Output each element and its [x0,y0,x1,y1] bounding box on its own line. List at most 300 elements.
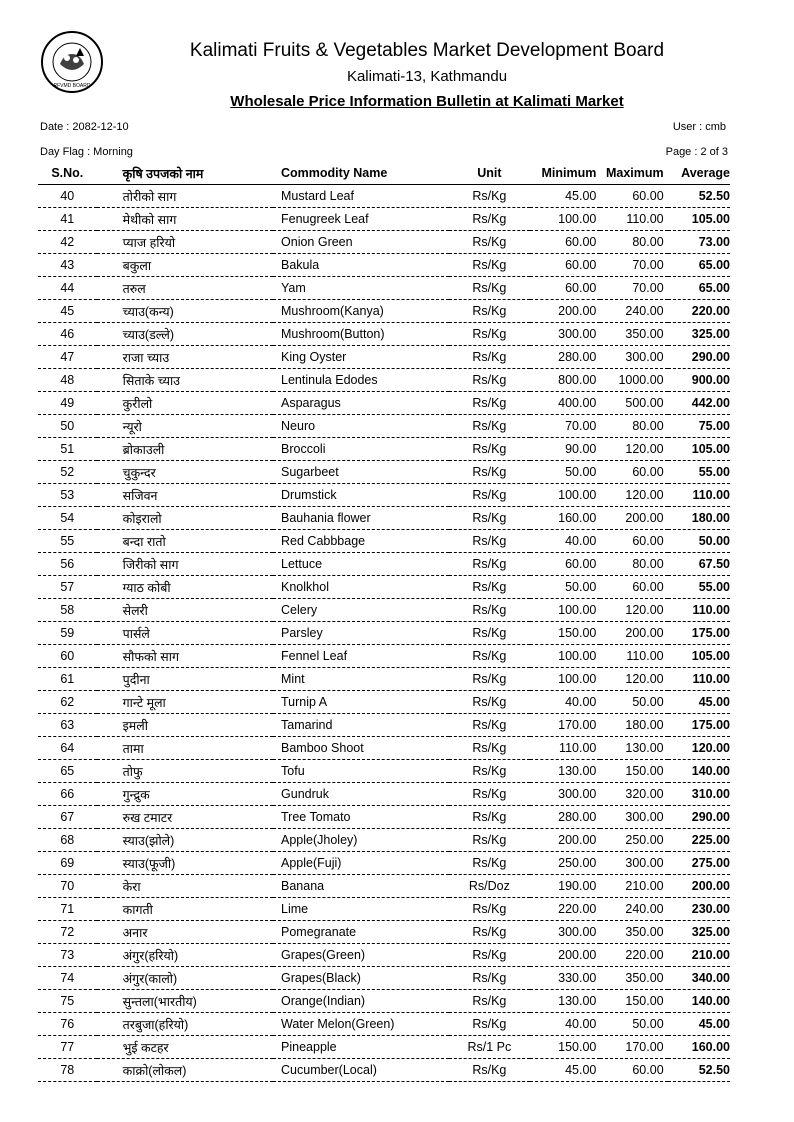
table-row [38,300,730,323]
cell-nepali-name: तामा [97,737,273,760]
cell-commodity-name: Drumstick [273,484,449,507]
cell-nepali-name: सौफको साग [97,645,273,668]
cell-nepali-name: कोइरालो [97,507,273,530]
cell-unit: Rs/Kg [449,967,530,990]
cell-unit: Rs/Kg [449,806,530,829]
cell-commodity-name: Mint [273,668,449,691]
table-row [38,921,730,944]
cell-unit: Rs/Kg [449,553,530,576]
cell-average: 65.00 [668,277,730,300]
cell-unit: Rs/Kg [449,783,530,806]
cell-maximum: 70.00 [600,254,667,277]
cell-unit: Rs/Kg [449,1013,530,1036]
report-date: Date : 2082-12-10 [40,121,129,133]
cell-average: 55.00 [668,461,730,484]
cell-minimum: 100.00 [530,668,601,691]
col-minimum: Minimum [530,162,601,185]
cell-nepali-name: केरा [97,875,273,898]
table-row [38,944,730,967]
cell-minimum: 300.00 [530,323,601,346]
cell-nepali-name: सजिवन [97,484,273,507]
cell-average: 325.00 [668,921,730,944]
cell-average: 55.00 [668,576,730,599]
cell-minimum: 250.00 [530,852,601,875]
cell-sno: 68 [38,829,97,852]
cell-average: 200.00 [668,875,730,898]
cell-maximum: 130.00 [600,737,667,760]
cell-maximum: 60.00 [600,530,667,553]
cell-sno: 52 [38,461,97,484]
cell-commodity-name: Water Melon(Green) [273,1013,449,1036]
cell-nepali-name: अनार [97,921,273,944]
cell-maximum: 180.00 [600,714,667,737]
cell-commodity-name: Parsley [273,622,449,645]
cell-sno: 50 [38,415,97,438]
board-address: Kalimati-13, Kathmandu [346,68,508,85]
cell-sno: 78 [38,1059,97,1082]
cell-maximum: 200.00 [600,507,667,530]
cell-unit: Rs/Kg [449,231,530,254]
cell-maximum: 80.00 [600,553,667,576]
table-row [38,967,730,990]
cell-commodity-name: Sugarbeet [273,461,449,484]
cell-minimum: 100.00 [530,484,601,507]
cell-nepali-name: काक्रो(लोकल) [97,1059,273,1082]
cell-sno: 55 [38,530,97,553]
cell-maximum: 70.00 [600,277,667,300]
cell-average: 325.00 [668,323,730,346]
table-row [38,898,730,921]
cell-nepali-name: तरबुजा(हरियो) [97,1013,273,1036]
cell-average: 73.00 [668,231,730,254]
cell-commodity-name: Bamboo Shoot [273,737,449,760]
cell-unit: Rs/Kg [449,576,530,599]
col-nepali-name: कृषि उपजको नाम [97,162,273,185]
cell-minimum: 50.00 [530,576,601,599]
cell-unit: Rs/Doz [449,875,530,898]
cell-unit: Rs/Kg [449,944,530,967]
cell-nepali-name: बन्दा रातो [97,530,273,553]
cell-maximum: 60.00 [600,461,667,484]
cell-commodity-name: Knolkhol [273,576,449,599]
cell-commodity-name: Fenugreek Leaf [273,208,449,231]
cell-unit: Rs/Kg [449,691,530,714]
table-row [38,530,730,553]
cell-nepali-name: रुख टमाटर [97,806,273,829]
cell-minimum: 60.00 [530,254,601,277]
cell-average: 160.00 [668,1036,730,1059]
cell-commodity-name: Mushroom(Kanya) [273,300,449,323]
table-row [38,875,730,898]
cell-commodity-name: Broccoli [273,438,449,461]
cell-nepali-name: जिरीको साग [97,553,273,576]
table-row [38,852,730,875]
cell-unit: Rs/1 Pc [449,1036,530,1059]
cell-sno: 48 [38,369,97,392]
cell-average: 105.00 [668,645,730,668]
cell-average: 290.00 [668,346,730,369]
cell-commodity-name: Tamarind [273,714,449,737]
cell-average: 45.00 [668,1013,730,1036]
cell-nepali-name: ग्याठ कोबी [97,576,273,599]
cell-sno: 76 [38,1013,97,1036]
cell-unit: Rs/Kg [449,392,530,415]
cell-maximum: 240.00 [600,300,667,323]
cell-average: 120.00 [668,737,730,760]
table-row [38,507,730,530]
cell-commodity-name: Cucumber(Local) [273,1059,449,1082]
cell-nepali-name: च्याउ(कन्य) [97,300,273,323]
cell-commodity-name: Apple(Jholey) [273,829,449,852]
cell-unit: Rs/Kg [449,507,530,530]
table-row [38,185,730,208]
table-row [38,576,730,599]
cell-minimum: 100.00 [530,599,601,622]
cell-minimum: 200.00 [530,829,601,852]
cell-maximum: 300.00 [600,346,667,369]
cell-nepali-name: प्याज हरियो [97,231,273,254]
cell-average: 50.00 [668,530,730,553]
cell-nepali-name: मेथीको साग [97,208,273,231]
cell-average: 140.00 [668,760,730,783]
cell-average: 52.50 [668,185,730,208]
cell-sno: 60 [38,645,97,668]
cell-minimum: 130.00 [530,760,601,783]
cell-average: 900.00 [668,369,730,392]
cell-nepali-name: न्यूरो [97,415,273,438]
cell-unit: Rs/Kg [449,668,530,691]
cell-minimum: 130.00 [530,990,601,1013]
cell-commodity-name: Red Cabbbage [273,530,449,553]
cell-maximum: 120.00 [600,668,667,691]
cell-sno: 74 [38,967,97,990]
cell-maximum: 250.00 [600,829,667,852]
table-row [38,691,730,714]
cell-nepali-name: कुरीलो [97,392,273,415]
table-row [38,622,730,645]
cell-commodity-name: Tofu [273,760,449,783]
cell-unit: Rs/Kg [449,323,530,346]
cell-minimum: 40.00 [530,530,601,553]
cell-sno: 53 [38,484,97,507]
cell-maximum: 500.00 [600,392,667,415]
cell-sno: 58 [38,599,97,622]
cell-nepali-name: सेलरी [97,599,273,622]
table-row [38,1036,730,1059]
cell-nepali-name: तोफु [97,760,273,783]
cell-unit: Rs/Kg [449,277,530,300]
cell-unit: Rs/Kg [449,185,530,208]
cell-nepali-name: च्याउ(डल्ले) [97,323,273,346]
cell-commodity-name: Mustard Leaf [273,185,449,208]
cell-average: 105.00 [668,438,730,461]
cell-unit: Rs/Kg [449,530,530,553]
table-row [38,1013,730,1036]
col-average: Average [668,162,730,185]
table-row [38,438,730,461]
cell-minimum: 150.00 [530,622,601,645]
cell-maximum: 300.00 [600,806,667,829]
cell-minimum: 45.00 [530,185,601,208]
cell-average: 75.00 [668,415,730,438]
cell-minimum: 50.00 [530,461,601,484]
cell-sno: 70 [38,875,97,898]
report-user: User : cmb [672,121,726,133]
cell-average: 52.50 [668,1059,730,1082]
cell-sno: 41 [38,208,97,231]
col-commodity-name: Commodity Name [273,162,449,185]
cell-maximum: 150.00 [600,760,667,783]
table-row [38,346,730,369]
cell-average: 110.00 [668,668,730,691]
table-row [38,760,730,783]
cell-commodity-name: Neuro [273,415,449,438]
cell-sno: 73 [38,944,97,967]
cell-minimum: 40.00 [530,691,601,714]
cell-average: 175.00 [668,622,730,645]
cell-unit: Rs/Kg [449,369,530,392]
cell-nepali-name: स्याउ(फूजी) [97,852,273,875]
cell-sno: 66 [38,783,97,806]
cell-nepali-name: राजा च्याउ [97,346,273,369]
cell-maximum: 80.00 [600,415,667,438]
cell-average: 67.50 [668,553,730,576]
cell-average: 110.00 [668,484,730,507]
cell-commodity-name: Grapes(Green) [273,944,449,967]
table-row [38,783,730,806]
cell-unit: Rs/Kg [449,346,530,369]
table-row [38,323,730,346]
page-number: Page : 2 of 3 [665,146,728,158]
cell-commodity-name: Lentinula Edodes [273,369,449,392]
bulletin-title: Wholesale Price Information Bulletin at Kalimati Market [230,93,624,110]
cell-minimum: 200.00 [530,300,601,323]
cell-minimum: 40.00 [530,1013,601,1036]
cell-sno: 43 [38,254,97,277]
cell-sno: 51 [38,438,97,461]
cell-minimum: 110.00 [530,737,601,760]
table-row [38,461,730,484]
cell-unit: Rs/Kg [449,415,530,438]
cell-minimum: 100.00 [530,645,601,668]
cell-minimum: 300.00 [530,783,601,806]
cell-average: 220.00 [668,300,730,323]
cell-average: 105.00 [668,208,730,231]
table-row [38,484,730,507]
cell-sno: 45 [38,300,97,323]
cell-sno: 49 [38,392,97,415]
cell-nepali-name: कागती [97,898,273,921]
cell-average: 45.00 [668,691,730,714]
cell-sno: 46 [38,323,97,346]
cell-sno: 44 [38,277,97,300]
cell-sno: 42 [38,231,97,254]
cell-commodity-name: Orange(Indian) [273,990,449,1013]
cell-average: 230.00 [668,898,730,921]
cell-maximum: 350.00 [600,323,667,346]
cell-unit: Rs/Kg [449,1059,530,1082]
cell-average: 110.00 [668,599,730,622]
cell-unit: Rs/Kg [449,254,530,277]
cell-commodity-name: King Oyster [273,346,449,369]
cell-minimum: 60.00 [530,277,601,300]
col-maximum: Maximum [600,162,667,185]
cell-maximum: 1000.00 [600,369,667,392]
cell-sno: 56 [38,553,97,576]
cell-commodity-name: Asparagus [273,392,449,415]
cell-minimum: 200.00 [530,944,601,967]
table-row [38,553,730,576]
cell-maximum: 300.00 [600,852,667,875]
cell-commodity-name: Apple(Fuji) [273,852,449,875]
cell-maximum: 120.00 [600,438,667,461]
cell-unit: Rs/Kg [449,829,530,852]
cell-unit: Rs/Kg [449,898,530,921]
cell-maximum: 320.00 [600,783,667,806]
cell-minimum: 400.00 [530,392,601,415]
cell-minimum: 100.00 [530,208,601,231]
cell-nepali-name: गान्टे मूला [97,691,273,714]
table-row [38,645,730,668]
cell-commodity-name: Fennel Leaf [273,645,449,668]
cell-commodity-name: Gundruk [273,783,449,806]
svg-text:RFVMD BOARD: RFVMD BOARD [53,83,91,89]
cell-maximum: 120.00 [600,599,667,622]
cell-sno: 59 [38,622,97,645]
cell-sno: 69 [38,852,97,875]
col-unit: Unit [449,162,530,185]
table-row [38,806,730,829]
cell-average: 290.00 [668,806,730,829]
cell-maximum: 60.00 [600,576,667,599]
cell-minimum: 160.00 [530,507,601,530]
cell-average: 225.00 [668,829,730,852]
cell-unit: Rs/Kg [449,737,530,760]
cell-unit: Rs/Kg [449,921,530,944]
cell-minimum: 190.00 [530,875,601,898]
cell-maximum: 50.00 [600,691,667,714]
cell-unit: Rs/Kg [449,622,530,645]
cell-unit: Rs/Kg [449,461,530,484]
cell-average: 210.00 [668,944,730,967]
cell-unit: Rs/Kg [449,484,530,507]
cell-nepali-name: इमली [97,714,273,737]
cell-nepali-name: तोरीको साग [97,185,273,208]
cell-minimum: 60.00 [530,231,601,254]
cell-minimum: 70.00 [530,415,601,438]
cell-average: 442.00 [668,392,730,415]
cell-commodity-name: Lettuce [273,553,449,576]
cell-maximum: 110.00 [600,645,667,668]
table-row [38,369,730,392]
cell-unit: Rs/Kg [449,714,530,737]
cell-sno: 62 [38,691,97,714]
table-row [38,254,730,277]
cell-maximum: 210.00 [600,875,667,898]
board-name: Kalimati Fruits & Vegetables Market Development Board [189,40,665,61]
cell-minimum: 150.00 [530,1036,601,1059]
cell-nepali-name: पार्सले [97,622,273,645]
cell-minimum: 45.00 [530,1059,601,1082]
cell-minimum: 300.00 [530,921,601,944]
cell-maximum: 150.00 [600,990,667,1013]
cell-sno: 63 [38,714,97,737]
table-header-row [38,162,730,185]
cell-minimum: 220.00 [530,898,601,921]
cell-maximum: 200.00 [600,622,667,645]
cell-commodity-name: Bakula [273,254,449,277]
cell-nepali-name: गुन्द्रुक [97,783,273,806]
cell-sno: 61 [38,668,97,691]
cell-commodity-name: Celery [273,599,449,622]
cell-unit: Rs/Kg [449,599,530,622]
cell-maximum: 240.00 [600,898,667,921]
table-row [38,668,730,691]
cell-nepali-name: अंगुर(हरियो) [97,944,273,967]
cell-sno: 54 [38,507,97,530]
cell-commodity-name: Banana [273,875,449,898]
cell-maximum: 120.00 [600,484,667,507]
price-table [38,162,730,1082]
cell-commodity-name: Turnip A [273,691,449,714]
cell-commodity-name: Yam [273,277,449,300]
cell-nepali-name: बकुला [97,254,273,277]
table-row [38,392,730,415]
day-flag: Day Flag : Morning [40,146,133,158]
cell-average: 175.00 [668,714,730,737]
table-row [38,599,730,622]
cell-sno: 57 [38,576,97,599]
cell-average: 140.00 [668,990,730,1013]
cell-average: 310.00 [668,783,730,806]
cell-minimum: 90.00 [530,438,601,461]
table-row [38,737,730,760]
cell-nepali-name: ब्रोकाउली [97,438,273,461]
cell-maximum: 350.00 [600,921,667,944]
cell-nepali-name: सिताके च्याउ [97,369,273,392]
cell-average: 180.00 [668,507,730,530]
table-row [38,277,730,300]
cell-nepali-name: पुदीना [97,668,273,691]
cell-commodity-name: Mushroom(Button) [273,323,449,346]
cell-sno: 72 [38,921,97,944]
cell-maximum: 110.00 [600,208,667,231]
cell-nepali-name: सुन्तला(भारतीय) [97,990,273,1013]
cell-minimum: 170.00 [530,714,601,737]
cell-commodity-name: Bauhania flower [273,507,449,530]
table-row [38,231,730,254]
cell-sno: 64 [38,737,97,760]
cell-commodity-name: Pineapple [273,1036,449,1059]
cell-average: 65.00 [668,254,730,277]
cell-unit: Rs/Kg [449,300,530,323]
table-row [38,1059,730,1082]
cell-sno: 75 [38,990,97,1013]
col-sno: S.No. [38,162,97,185]
cell-maximum: 220.00 [600,944,667,967]
cell-commodity-name: Pomegranate [273,921,449,944]
cell-unit: Rs/Kg [449,852,530,875]
cell-minimum: 280.00 [530,346,601,369]
cell-unit: Rs/Kg [449,438,530,461]
cell-commodity-name: Onion Green [273,231,449,254]
cell-commodity-name: Lime [273,898,449,921]
cell-maximum: 60.00 [600,1059,667,1082]
cell-nepali-name: स्याउ(झोले) [97,829,273,852]
cell-sno: 47 [38,346,97,369]
cell-sno: 67 [38,806,97,829]
table-row [38,990,730,1013]
